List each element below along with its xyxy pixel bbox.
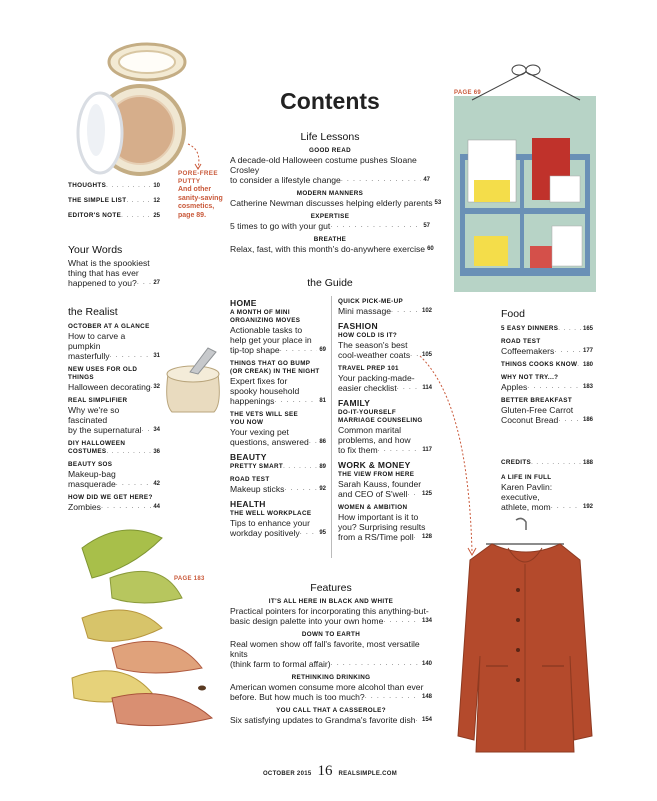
toc-entry [230, 476, 326, 494]
toc-entry [230, 309, 326, 355]
leader-dots [397, 383, 421, 393]
toc-entry [501, 474, 593, 512]
entry-text: Catherine Newman discusses helping elderly parents [230, 198, 433, 208]
entry-text: before. But how much is too much? [230, 692, 365, 702]
entry-kicker: TRAVEL PREP 101 [338, 365, 399, 372]
toc-entry [230, 463, 326, 471]
toc-entry [230, 598, 432, 626]
leader-dots [531, 459, 581, 467]
entry-text: to consider a lifestyle change [230, 175, 341, 185]
toc-line [501, 361, 593, 369]
toc-entry [68, 197, 160, 205]
page-number: 186 [582, 417, 593, 423]
entry-kicker: THE WELL WORKPLACE [230, 510, 312, 517]
leader-dots [551, 502, 581, 512]
category-heading: WORK & MONEY [338, 460, 411, 470]
toc-entry [68, 461, 160, 489]
guide-divider [331, 296, 332, 558]
page-number: 12 [153, 198, 160, 204]
toc-entry [501, 325, 593, 333]
leader-dots [558, 415, 581, 425]
leader-dots [309, 437, 317, 447]
entry-text: Karen Pavlin: executive, [501, 482, 553, 502]
toc-line [338, 383, 432, 393]
toc-line [230, 221, 430, 231]
entry-text: Relax, fast, with this month's do-anywhere exercise [230, 244, 426, 254]
entry-kicker: NEW USES FOR OLD THINGS [68, 366, 138, 381]
entry-kicker: THINGS COOKS KNOW [501, 361, 578, 368]
toc-line [230, 692, 432, 702]
leader-dots [101, 502, 151, 512]
entry-text: questions, answered [230, 437, 309, 447]
page-number: 92 [319, 486, 326, 492]
page-number: 36 [153, 449, 160, 455]
toc-line [338, 489, 432, 499]
page-number: 34 [153, 427, 160, 433]
entry-kicker: DOWN TO EARTH [301, 631, 361, 638]
entry-text: What is the spookiest [68, 258, 150, 268]
hanging-string [470, 62, 582, 102]
leader-dots [126, 197, 151, 205]
entry-kicker: (OR CREAK) IN THE NIGHT [230, 368, 320, 375]
entry-kicker: THE VIEW FROM HERE [338, 471, 415, 478]
flour-scoop-image [160, 344, 226, 414]
entry-text: Tips to enhance your [230, 518, 310, 528]
entry-text: Your vexing pet [230, 427, 289, 437]
toc-entry [338, 365, 432, 393]
toc-entry [230, 631, 432, 669]
leader-dots [284, 484, 317, 494]
callout-arrow [186, 142, 208, 172]
toc-line [68, 502, 160, 512]
toc-line [501, 325, 593, 333]
guide-title: the Guide [307, 277, 353, 289]
page-number: 32 [153, 384, 160, 390]
compact-powder-image [52, 40, 192, 180]
left-top-list [68, 182, 160, 227]
page-number: 114 [422, 385, 432, 391]
food-section [501, 308, 593, 430]
toc-line [68, 278, 160, 288]
entry-kicker: ROAD TEST [501, 338, 541, 345]
footer [230, 763, 430, 780]
leader-dots [527, 382, 581, 392]
page-number: 188 [582, 460, 593, 466]
toc-line [230, 198, 442, 208]
page-title: Contents [280, 88, 380, 114]
entry-kicker: YOU CALL THAT A CASSEROLE? [276, 707, 386, 714]
category-heading: FASHION [338, 321, 378, 331]
leader-dots [391, 306, 420, 316]
life-in-full-entry [501, 474, 593, 517]
page-number: 27 [153, 280, 160, 286]
page-number: 95 [319, 530, 326, 536]
toc-line [501, 382, 593, 392]
entry-text: masterfully [68, 351, 110, 361]
entry-text: Makeup-bag [68, 469, 116, 479]
leader-dots [365, 692, 420, 702]
leader-dots [121, 212, 151, 220]
toc-line [68, 448, 160, 456]
page-number: 44 [153, 504, 160, 510]
entry-kicker: THE SIMPLE LIST [68, 197, 127, 204]
toc-entry [338, 471, 432, 499]
page-number: 148 [421, 694, 432, 700]
apple-slices-image [62, 518, 222, 732]
entry-kicker: EDITOR'S NOTE [68, 212, 122, 219]
guide-column-1 [230, 298, 326, 543]
leader-dots [330, 221, 421, 231]
entry-text: Six satisfying updates to Grandma's favorite dish [230, 715, 416, 725]
toc-entry [230, 190, 442, 208]
entry-text: Zombies [68, 502, 101, 512]
entry-kicker: REAL SIMPLIFIER [68, 397, 128, 404]
toc-entry [230, 707, 432, 725]
toc-entry [68, 212, 160, 220]
toc-line [501, 459, 593, 467]
page-number: 89 [319, 464, 326, 470]
page-number: 10 [153, 183, 160, 189]
page-number: 117 [422, 447, 432, 453]
toc-line [68, 212, 160, 220]
entry-kicker: BREATHE [313, 236, 347, 243]
entry-text: Real women show off fall's favorite, most versatile knits [230, 639, 420, 659]
life-lessons-title: Life Lessons [300, 131, 360, 143]
entry-kicker: BETTER BREAKFAST [501, 397, 573, 404]
toc-line [68, 382, 160, 392]
entry-text: you? Surprising results [338, 522, 426, 532]
entry-text: Your packing-made- [338, 373, 415, 383]
toc-line [230, 715, 432, 725]
entry-text: Coffeemakers [501, 346, 555, 356]
entry-text: How important is it to [338, 512, 419, 522]
entry-kicker: THE VETS WILL SEE [230, 411, 299, 418]
toc-entry [501, 374, 593, 392]
toc-entry [338, 409, 432, 455]
toc-line [230, 437, 326, 447]
features-title: Features [310, 582, 352, 594]
entry-text: masquerade [68, 479, 116, 489]
footer-month: OCTOBER 2015 [262, 771, 312, 777]
entry-kicker: DIY HALLOWEEN [68, 440, 126, 447]
page-number: 154 [421, 717, 432, 723]
entry-kicker: MODERN MANNERS [296, 190, 364, 197]
toc-line [338, 306, 432, 316]
page-number: 42 [153, 481, 160, 487]
entry-kicker: GOOD READ [309, 147, 351, 154]
entry-text: Apples [501, 382, 528, 392]
entry-text: easier checklist [338, 383, 397, 393]
features-section [230, 582, 432, 730]
entry-kicker: IT'S ALL HERE IN BLACK AND WHITE [268, 598, 394, 605]
leader-dots [106, 182, 151, 190]
entry-kicker: WOMEN & AMBITION [338, 504, 408, 511]
entry-kicker: HOW COLD IS IT? [338, 332, 398, 339]
page-number: 183 [582, 384, 593, 390]
entry-text: Halloween decorating [68, 382, 151, 392]
entry-text: workday positively [230, 528, 300, 538]
toc-line [230, 463, 326, 471]
page-number: 128 [421, 534, 432, 540]
entry-text: Practical pointers for incorporating this anything-but- [230, 606, 429, 616]
entry-text: (think farm to formal affair) [230, 659, 331, 669]
entry-kicker: BEAUTY SOS [68, 461, 113, 468]
page-number: 134 [421, 618, 432, 624]
footer-page-number: 16 [317, 763, 333, 779]
credits-entry [501, 459, 593, 467]
pore-free-callout [178, 170, 228, 220]
leader-dots [378, 445, 421, 455]
entry-kicker: THOUGHTS [68, 182, 107, 189]
page-number: 125 [421, 491, 432, 497]
page-number: 60 [427, 246, 434, 252]
toc-line [68, 182, 160, 190]
toc-entry [338, 298, 432, 316]
toc-line [230, 175, 430, 185]
page-number: 140 [421, 661, 432, 667]
entry-kicker: QUICK PICK-ME-UP [338, 298, 404, 305]
category-heading: HEALTH [230, 499, 266, 509]
page-number: 86 [319, 439, 326, 445]
callout-kicker: PORE-FREE PUTTY [178, 170, 218, 185]
wall-shelf-image [454, 96, 596, 292]
page-number: 165 [582, 326, 593, 332]
entry-text: happened to you? [68, 278, 137, 288]
entry-kicker: COSTUMES [68, 448, 107, 455]
entry-kicker: THINGS THAT GO BUMP [230, 360, 311, 367]
entry-kicker: DO-IT-YOURSELF [338, 409, 397, 416]
realist-section [68, 306, 160, 517]
toc-entry [230, 411, 326, 447]
life-lessons-section [230, 131, 442, 259]
page-number: 31 [153, 353, 160, 359]
toc-entry [338, 332, 432, 360]
leader-dots [274, 396, 317, 406]
entry-kicker: EXPERTISE [310, 213, 350, 220]
toc-line [501, 346, 593, 356]
leader-dots [110, 351, 152, 361]
leader-dots [106, 448, 151, 456]
entry-kicker: MARRIAGE COUNSELING [338, 417, 423, 424]
page-number: 53 [434, 200, 442, 206]
toc-entry [68, 440, 160, 456]
toc-line [230, 396, 326, 406]
toc-entry [68, 182, 160, 190]
toc-line [68, 479, 160, 489]
entry-text: athlete, mom [501, 502, 551, 512]
page183-callout: PAGE 183 [174, 576, 205, 582]
guide-column-2 [338, 298, 432, 547]
toc-entry [338, 504, 432, 542]
leader-dots [331, 659, 420, 669]
entry-text: A decade-old Halloween costume pushes Sloane Crosley [230, 155, 417, 175]
leader-dots [554, 346, 581, 356]
entry-text: Coconut Bread [501, 415, 559, 425]
toc-line [338, 532, 432, 542]
page-number: 25 [153, 213, 160, 219]
toc-entry [501, 361, 593, 369]
toc-line [230, 528, 326, 538]
food-title: Food [501, 308, 525, 320]
toc-entry [68, 397, 160, 435]
toc-line [68, 351, 160, 361]
entry-text: problems, and how [338, 435, 411, 445]
toc-line [501, 415, 593, 425]
entry-text: to fix them [338, 445, 378, 455]
leader-dots [383, 616, 420, 626]
entry-text: Sarah Kauss, founder [338, 479, 422, 489]
entry-kicker: 5 EASY DINNERS [501, 325, 559, 332]
toc-line [68, 425, 160, 435]
toc-entry [230, 147, 430, 185]
entry-kicker: A MONTH OF MINI [230, 309, 290, 316]
leader-dots [137, 278, 151, 288]
entry-text: Mini massage [338, 306, 392, 316]
toc-entry [68, 323, 160, 361]
toc-entry [68, 494, 160, 512]
page-number: 57 [423, 223, 430, 229]
toc-entry [230, 236, 434, 254]
footer-site: REALSIMPLE.COM [338, 771, 398, 777]
entry-text: How to carve a pumpkin [68, 331, 126, 351]
callout-text: And other sanity-saving cosmetics, page 89. [178, 186, 223, 219]
entry-text: from a RS/Time poll [338, 532, 414, 542]
category-heading: FAMILY [338, 398, 371, 408]
entry-kicker: YOU NOW [230, 419, 264, 426]
entry-text: cool-weather coats [338, 350, 411, 360]
entry-kicker: RETHINKING DRINKING [291, 674, 371, 681]
page-number: 81 [319, 398, 326, 404]
entry-text: Actionable tasks to [230, 325, 303, 335]
toc-entry [68, 366, 160, 392]
entry-text: Expert fixes for [230, 376, 288, 386]
category-heading: HOME [230, 298, 257, 308]
toc-line [338, 445, 432, 455]
entry-text: help get your place in [230, 335, 312, 345]
toc-entry [230, 360, 326, 406]
entry-text: Common marital [338, 425, 402, 435]
leader-dots [283, 463, 317, 471]
page-number: 69 [319, 347, 326, 353]
toc-line [230, 244, 434, 254]
page-number: 192 [582, 504, 593, 510]
entry-kicker: ORGANIZING MOVES [230, 317, 301, 324]
leader-dots [407, 489, 420, 499]
entry-text: and CEO of S'well [338, 489, 408, 499]
entry-kicker: WHY NOT TRY...? [501, 374, 559, 381]
entry-kicker: HOW DID WE GET HERE? [68, 494, 153, 501]
toc-entry [501, 338, 593, 356]
page-number: 177 [582, 348, 593, 354]
entry-text: basic design palette into your own home [230, 616, 384, 626]
toc-entry [230, 674, 432, 702]
entry-text: by the supernatural [68, 425, 142, 435]
entry-text: Gluten-Free Carrot [501, 405, 574, 415]
toc-entry [230, 510, 326, 538]
entry-kicker: ROAD TEST [230, 476, 270, 483]
realist-title: the Realist [68, 306, 118, 318]
entry-text: American women consume more alcohol than ever [230, 682, 424, 692]
your-words-title: Your Words [68, 244, 123, 256]
entry-text: The season's best [338, 340, 408, 350]
page69-callout: PAGE 69 [454, 90, 481, 96]
page-number: 105 [421, 352, 432, 358]
leader-dots [341, 175, 421, 185]
entry-kicker: OCTOBER AT A GLANCE [68, 323, 150, 330]
entry-text: happenings [230, 396, 275, 406]
toc-line [230, 484, 326, 494]
toc-line [68, 197, 160, 205]
entry-kicker: PRETTY SMART [230, 463, 284, 470]
toc-line [230, 659, 432, 669]
leader-dots [410, 350, 420, 360]
page-number: 102 [421, 308, 432, 314]
page-number: 47 [423, 177, 430, 183]
entry-text: spooky household [230, 386, 300, 396]
entry-kicker: CREDITS [501, 459, 532, 466]
leader-dots [558, 325, 581, 333]
entry-text: 5 times to go with your gut [230, 221, 331, 231]
leader-dots [280, 345, 318, 355]
entry-text: thing that has ever [68, 268, 139, 278]
entry-kicker: A LIFE IN FULL [501, 474, 552, 481]
your-words-section [68, 244, 160, 288]
leader-dots [300, 528, 318, 538]
toc-line [338, 350, 432, 360]
entry-text: Why we're so fascinated [68, 405, 120, 425]
toc-entry [230, 213, 430, 231]
toc-line [230, 616, 432, 626]
toc-entry [501, 397, 593, 425]
entry-text: Makeup sticks [230, 484, 285, 494]
entry-text: tip-top shape [230, 345, 280, 355]
toc-line [230, 345, 326, 355]
toc-line [501, 502, 593, 512]
page-number: 180 [582, 362, 593, 368]
leader-dots [116, 479, 152, 489]
leader-dots [142, 425, 152, 435]
category-heading: BEAUTY [230, 452, 267, 462]
